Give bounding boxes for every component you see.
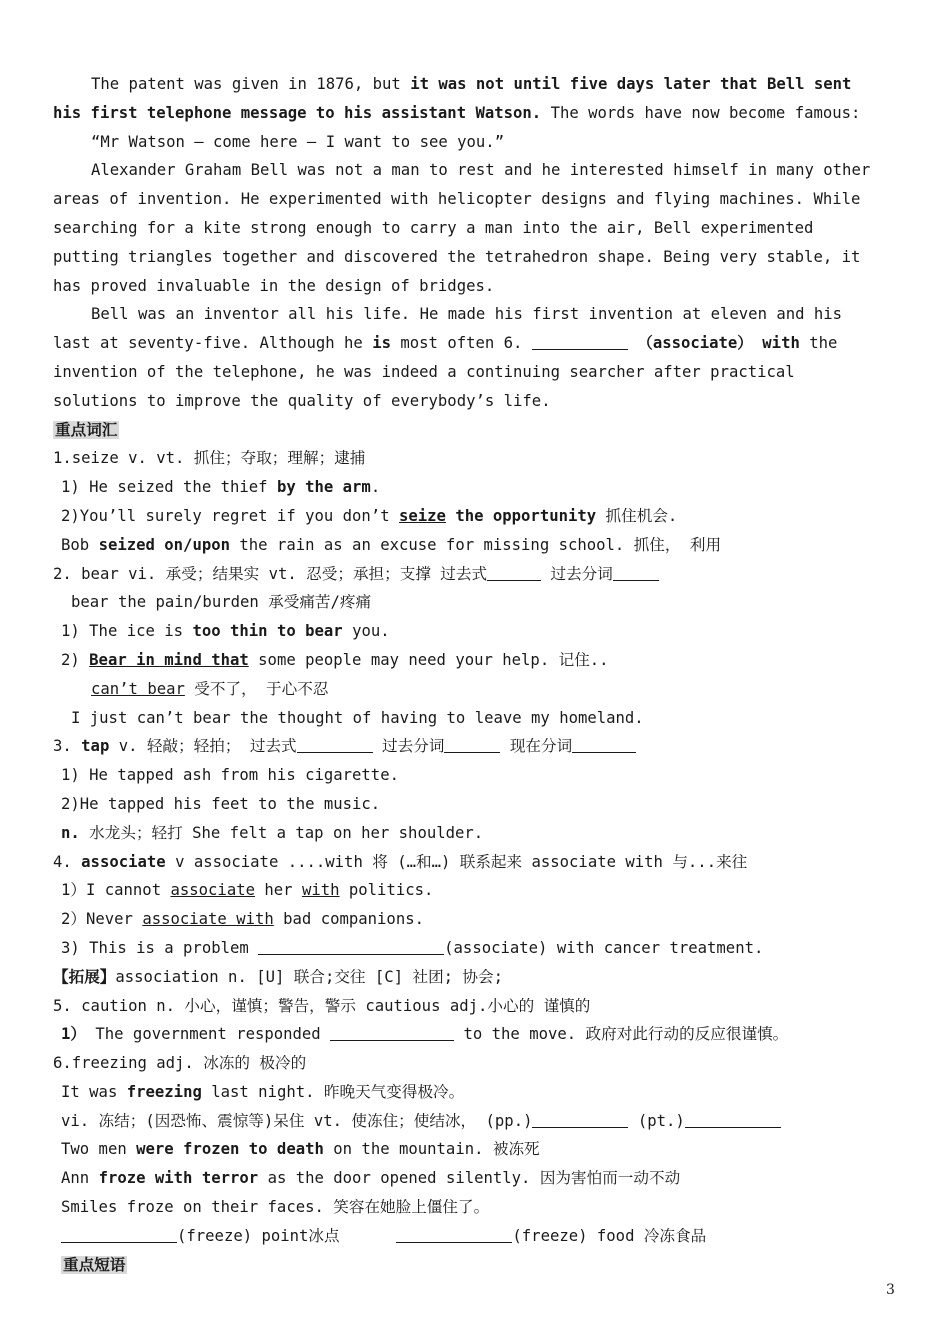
- example-line: 2)He tapped his feet to the music.: [61, 794, 381, 813]
- vocab-entry-seize: 1.seize v. vt. 抓住；夺取；理解；逮捕: [53, 449, 366, 468]
- passage-line: his first telephone message to his assistant Watson. The words have now become famous:: [53, 103, 861, 122]
- passage-line: areas of invention. He experimented with helicopter designs and flying machines. While: [53, 190, 861, 209]
- example-line: 1) He tapped ash from his cigarette.: [61, 766, 399, 785]
- example-line: Smiles froze on their faces. 笑容在她脸上僵住了。: [61, 1198, 490, 1217]
- section-heading-phrases: 重点短语: [63, 1255, 126, 1274]
- example-line: bear the pain/burden 承受痛苦/疼痛: [71, 593, 372, 612]
- example-line: 1) The ice is too thin to bear you.: [61, 622, 390, 641]
- passage-line: “Mr Watson — come here — I want to see you.”: [91, 132, 505, 151]
- example-line: 2）Never associate with bad companions.: [61, 910, 424, 929]
- example-line: 1） The government responded to the move. 政府对此行动的反应很谨慎。: [61, 1025, 789, 1044]
- example-line: 2) Bear in mind that some people may need your help. 记住..: [61, 650, 609, 669]
- section-heading-vocab: 重点词汇: [55, 420, 118, 439]
- example-line: It was freezing last night. 昨晚天气变得极冷。: [61, 1082, 465, 1101]
- example-line: 2)You’ll surely regret if you don’t seize the opportunity 抓住机会.: [61, 506, 678, 525]
- passage-line: Bell was an inventor all his life. He made his first invention at eleven and his: [91, 305, 843, 324]
- passage-line: invention of the telephone, he was indeed a continuing searcher after practical: [53, 362, 795, 381]
- fill-in-blank[interactable]: [532, 1111, 628, 1128]
- fill-in-blank[interactable]: [487, 564, 541, 581]
- fill-in-blank[interactable]: [330, 1024, 454, 1041]
- vocab-entry-freezing: 6.freezing adj. 冰冻的 极冷的: [53, 1054, 307, 1073]
- passage-line: solutions to improve the quality of everybody’s life.: [53, 391, 551, 410]
- example-line: 3) This is a problem (associate) with cancer treatment.: [61, 938, 764, 957]
- extension-line: 【拓展】association n. [U] 联合;交往 [C] 社团; 协会;: [53, 967, 504, 986]
- passage-line: putting triangles together and discovered the tetrahedron shape. Being very stable, it: [53, 247, 861, 266]
- fill-in-blank[interactable]: [258, 938, 444, 955]
- example-line: n. 水龙头；轻打 She felt a tap on her shoulder.: [61, 823, 484, 842]
- passage-line: has proved invaluable in the design of bridges.: [53, 276, 495, 295]
- passage-line: Alexander Graham Bell was not a man to rest and he interested himself in many other: [91, 161, 871, 180]
- example-line: can’t bear 受不了， 于心不忍: [91, 679, 329, 698]
- example-line: vi. 冻结；(因恐怖、震惊等)呆住 vt. 使冻住；使结冰， (pp.) (pt.): [53, 1107, 898, 1136]
- fill-in-blank[interactable]: [572, 736, 636, 753]
- passage-line: searching for a kite strong enough to carry a man into the air, Bell experimented: [53, 218, 814, 237]
- page-number: 3: [886, 1282, 895, 1298]
- fill-in-blank[interactable]: [532, 333, 628, 350]
- vocab-entry-caution: 5. caution n. 小心，谨慎；警告，警示 cautious adj.小心的 谨慎的: [53, 996, 591, 1015]
- vocab-entry-bear: 2. bear vi. 承受；结果实 vt. 忍受；承担；支撑 过去式 过去分词: [53, 560, 898, 589]
- vocab-entry-tap: 3. tap v. 轻敲；轻拍； 过去式 过去分词 现在分词: [53, 732, 898, 761]
- passage-line-with-blank: last at seventy-five. Although he is most often 6. （associate） with the: [53, 334, 838, 353]
- example-line: 1) He seized the thief by the arm.: [61, 478, 381, 497]
- example-line: Two men were frozen to death on the mountain. 被冻死: [61, 1140, 540, 1159]
- passage-line: The patent was given in 1876, but it was not until five days later that Bell sent: [91, 75, 852, 93]
- example-line: Bob seized on/upon the rain as an excuse for missing school. 抓住， 利用: [61, 535, 722, 554]
- fill-in-blank[interactable]: [396, 1226, 512, 1243]
- fill-in-blank[interactable]: [613, 564, 659, 581]
- example-line: (freeze) point冰点 (freeze) food 冷冻食品: [53, 1222, 898, 1251]
- document-page: [53, 70, 898, 1279]
- example-line: 1）I cannot associate her with politics.: [61, 881, 434, 900]
- fill-in-blank[interactable]: [685, 1111, 781, 1128]
- example-line: Ann froze with terror as the door opened silently. 因为害怕而一动不动: [61, 1169, 681, 1188]
- fill-in-blank[interactable]: [297, 736, 373, 753]
- example-line: I just can’t bear the thought of having to leave my homeland.: [71, 708, 644, 727]
- vocab-entry-associate: 4. associate v associate ....with 将 (…和…) 联系起来 associate with 与...来往: [53, 852, 748, 871]
- fill-in-blank[interactable]: [444, 736, 500, 753]
- fill-in-blank[interactable]: [61, 1226, 177, 1243]
